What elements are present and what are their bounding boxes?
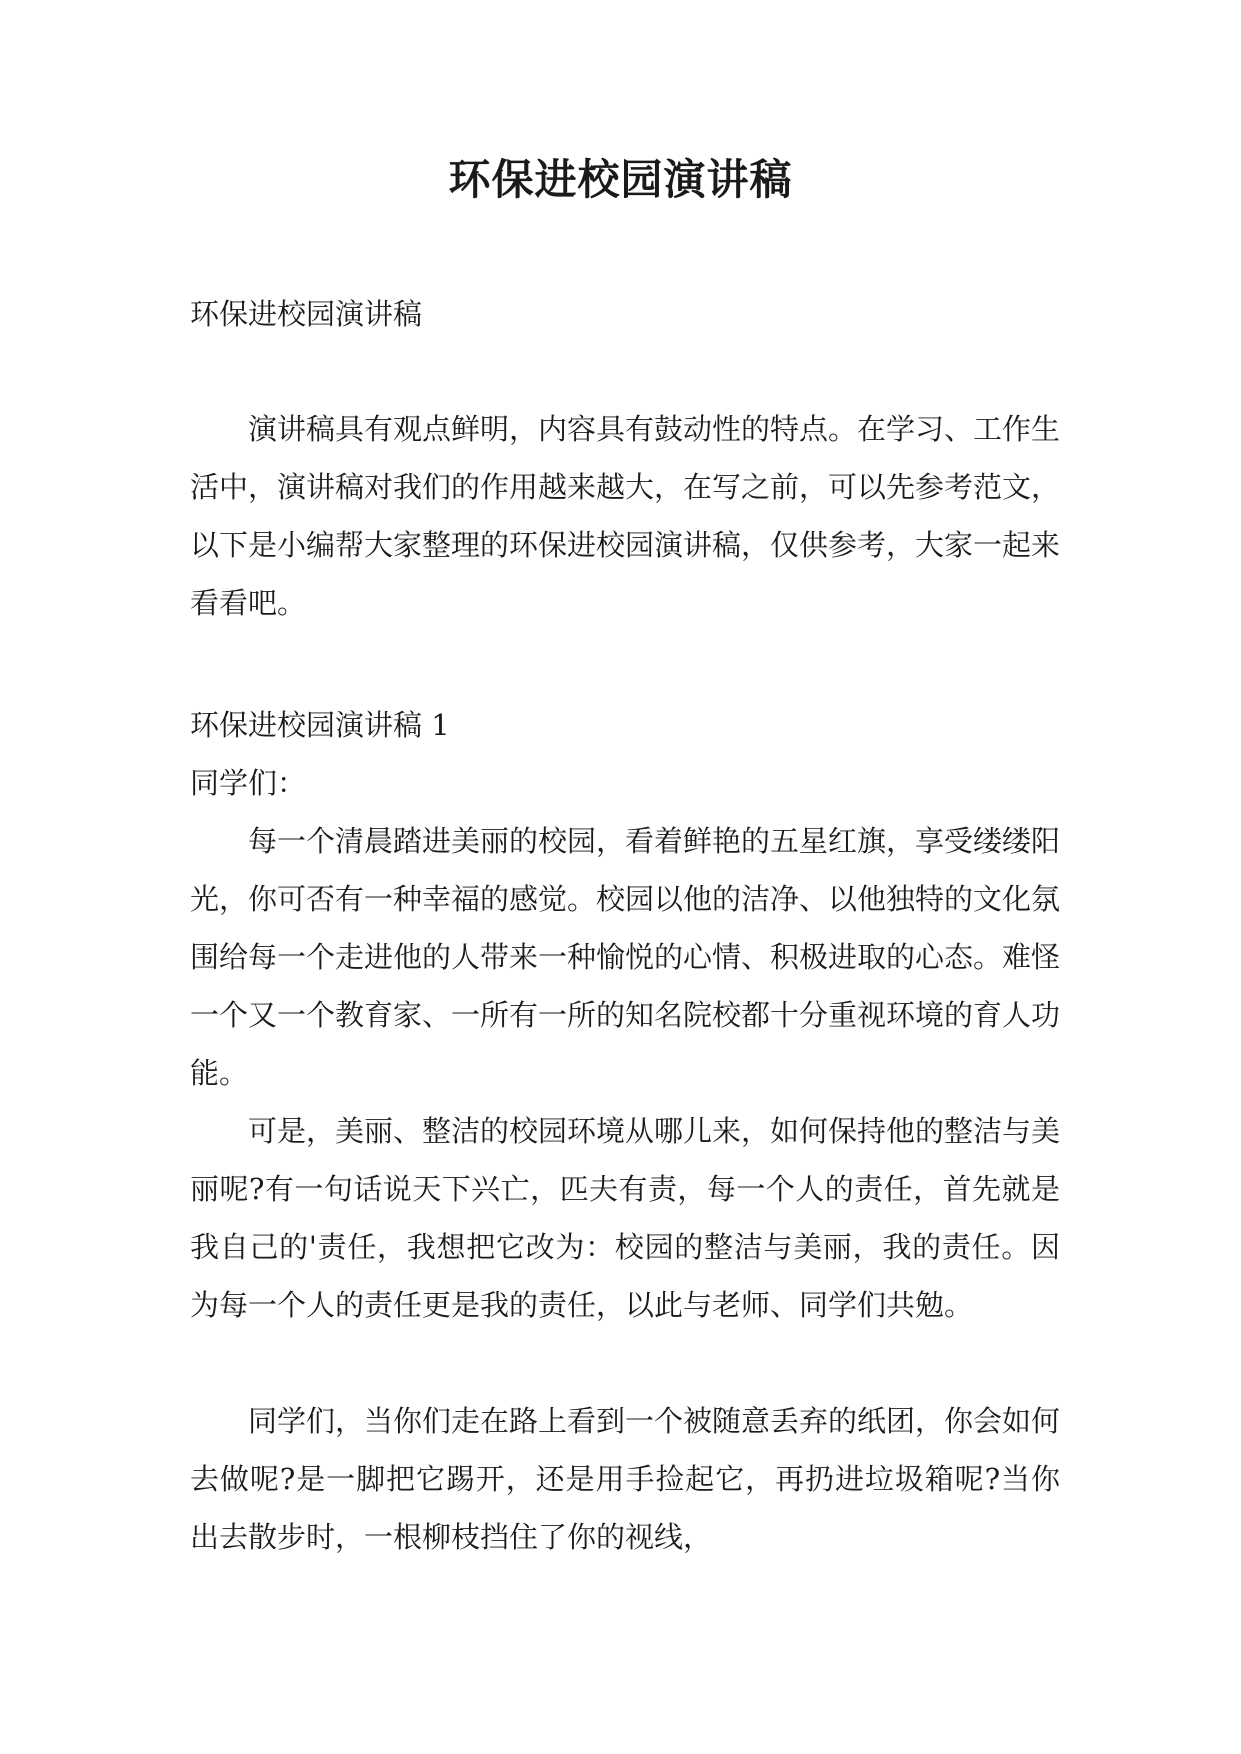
document-title: 环保进校园演讲稿	[448, 155, 793, 204]
greeting-line: 同学们：	[190, 766, 307, 800]
body-paragraph-2: 可是，美丽、整洁的校园环境从哪儿来，如何保持他的整洁与美丽呢?有一句话说天下兴亡，匹夫有责，每一个人的责任，首先就是我自己的'责任，我想把它改为：校园的整洁与美丽，我的责任。因为每一个人的责任更是我的责任，以此与老师、同学们共勉。	[190, 1114, 1061, 1322]
section-heading: 环保进校园演讲稿 1	[190, 708, 450, 742]
document-subtitle: 环保进校园演讲稿	[190, 297, 423, 331]
body-paragraph-3: 同学们，当你们走在路上看到一个被随意丢弃的纸团，你会如何去做呢?是一脚把它踢开，还是用手捡起它，再扔进垃圾箱呢?当你出去散步时，一根柳枝挡住了你的视线，	[190, 1404, 1061, 1554]
intro-paragraph: 演讲稿具有观点鲜明，内容具有鼓动性的特点。在学习、工作生活中，演讲稿对我们的作用越来越大，在写之前，可以先参考范文，以下是小编帮大家整理的环保进校园演讲稿，仅供参考，大家一起来看看吧。	[190, 412, 1061, 620]
body-paragraph-1: 每一个清晨踏进美丽的校园，看着鲜艳的五星红旗，享受缕缕阳光，你可否有一种幸福的感觉。校园以他的洁净、以他独特的文化氛围给每一个走进他的人带来一种愉悦的心情、积极进取的心态。难怪一个又一个教育家、一所有一所的知名院校都十分重视环境的育人功能。	[190, 824, 1061, 1090]
